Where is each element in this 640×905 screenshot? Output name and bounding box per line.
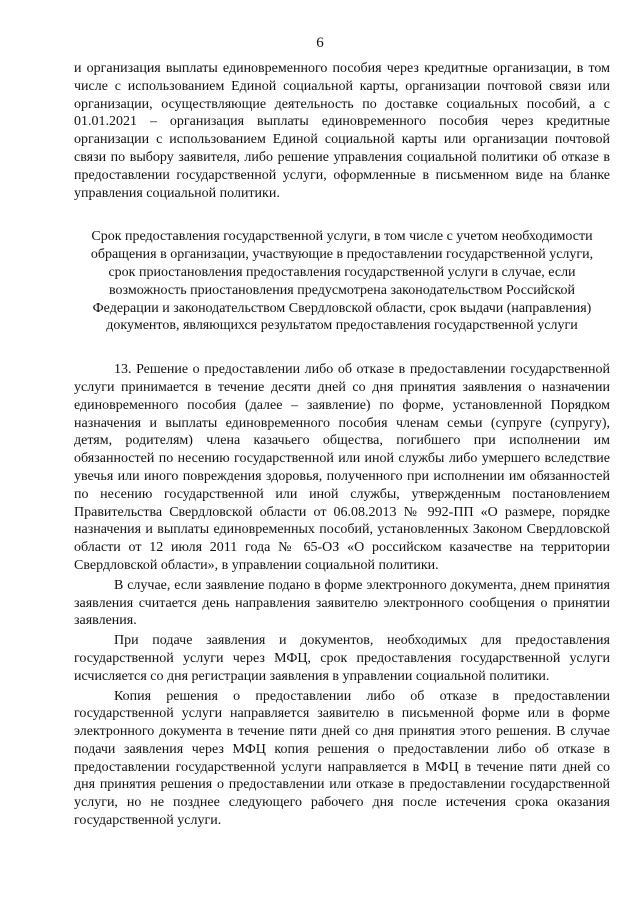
paragraph-decision-copy: Копия решения о предоставлении либо об отказе в предоставлении государственной услуги направляется заявителю в письменной форме или в форме электронного документа в течение пяти дней со дня принятия этого решения. В случае подачи заявления через МФЦ копия решения о предоставлении либо об отказе в предоставлении государственной услуги направляется в МФЦ в течение пяти дней со дня принятия решения о предоставлении или отказе в предоставлении государственной услуги, но не позднее следующего рабочего дня после истечения срока оказания государственной услуги. (74, 688, 610, 829)
section-heading: Срок предоставления государственной услуги, в том числе с учетом необходимости обращения в организации, участвующие в предоставлении государственной услуги, срок приостановления предоставления государственной услуги в случае, если возможность приостановления предусмотрена законодательством Российской Федерации и законодательством Свердловской области, срок выдачи (направления) документов, являющихся результатом предоставления государственной услуги (90, 229, 594, 334)
page-number: 6 (316, 35, 324, 51)
paragraph-mfc-submission: При подаче заявления и документов, необходимых для предоставления государственной услуги через МФЦ, срок предоставления государственной услуги исчисляется со дня регистрации заявления в управлении социальной политики. (74, 633, 610, 684)
paragraph-13: 13. Решение о предоставлении либо об отказе в предоставлении государственной услуги принимается в течение десяти дней со дня принятия заявления о назначении единовременного пособия (далее – заявление) по форме, установленной Порядком назначения и выплаты единовременного пособия членам семьи (супруге (супругу), детям, родителям) члена казачьего общества, погибшего при исполнении им обязанностей по несению государственной или иной службы либо умершего вследствие увечья или иного повреждения здоровья, полученного при исполнении им обязанностей по несению государственной или иной службы, утвержденным постановлением Правительства Свердловской области от 06.08.2013 № 992-ПП «О размере, порядке назначения и выплаты единовременных пособий, установленных Законом Свердловской области от 12 июля 2011 года № 65-ОЗ «О российском казачестве на территории Свердловской области», в управлении социальной политики. (74, 362, 610, 573)
paragraph-electronic-submission: В случае, если заявление подано в форме электронного документа, днем принятия заявления считается день направления заявителю электронного сообщения о принятии заявления. (74, 577, 610, 629)
paragraph-intro: и организация выплаты единовременного пособия через кредитные организации, в том числе с использованием Единой социальной карты, организации почтовой связи или организации, осуществляющие деятельность по доставке социальных пособий, а с 01.01.2021 – организация выплаты единовременного пособия через кредитные организации с использованием Единой социальной карты или организации почтовой связи по выбору заявителя, либо решение управления социальной политики об отказе в предоставлении государственной услуги, оформленные в письменном виде на бланке управления социальной политики. (74, 61, 610, 201)
document-body (74, 60, 610, 830)
